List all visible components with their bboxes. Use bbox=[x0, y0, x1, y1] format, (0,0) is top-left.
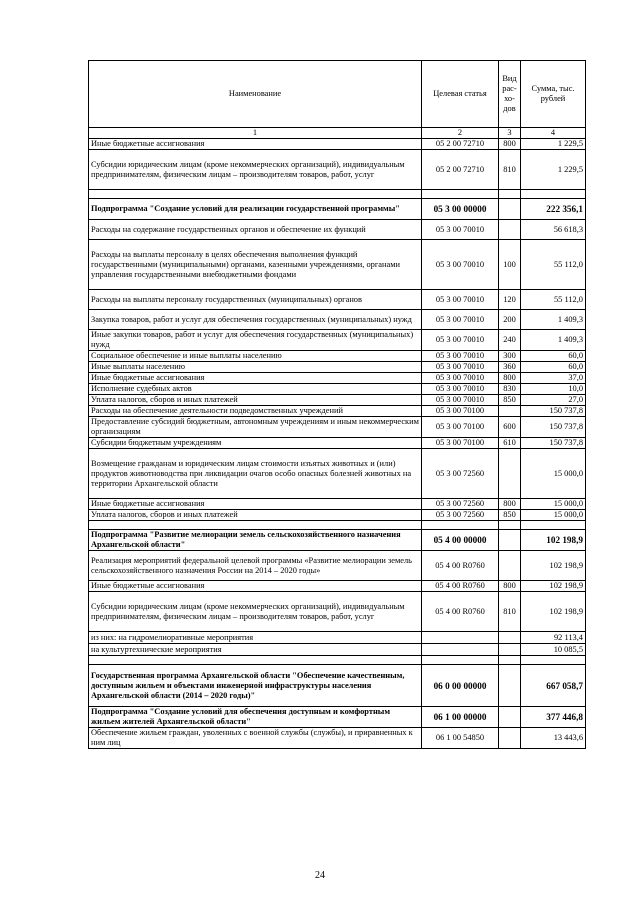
table-row bbox=[89, 530, 586, 551]
column-number: 4 bbox=[521, 128, 586, 139]
row-code: 06 0 00 00000 bbox=[422, 665, 499, 707]
empty-cell bbox=[521, 190, 586, 199]
row-code bbox=[422, 632, 499, 644]
row-sum: 102 198,9 bbox=[521, 581, 586, 592]
row-sum: 60,0 bbox=[521, 362, 586, 373]
row-code: 05 3 00 72560 bbox=[422, 499, 499, 510]
table-row bbox=[89, 150, 586, 190]
row-name: Иные бюджетные ассигнования bbox=[89, 581, 422, 592]
row-sum: 150 737,8 bbox=[521, 417, 586, 438]
row-sum: 55 112,0 bbox=[521, 240, 586, 290]
row-sum: 37,0 bbox=[521, 373, 586, 384]
row-type bbox=[499, 707, 521, 728]
table-row bbox=[89, 551, 586, 581]
row-code: 06 1 00 54850 bbox=[422, 728, 499, 749]
row-code: 05 4 00 R0760 bbox=[422, 592, 499, 632]
table-row bbox=[89, 220, 586, 240]
table-row bbox=[89, 449, 586, 499]
empty-cell bbox=[499, 190, 521, 199]
table-row bbox=[89, 240, 586, 290]
row-name: Предоставление субсидий бюджетным, автономным учреждениям и иным некоммерческим организациям bbox=[89, 417, 422, 438]
row-sum: 222 356,1 bbox=[521, 199, 586, 220]
row-sum: 1 229,5 bbox=[521, 150, 586, 190]
row-code: 05 4 00 00000 bbox=[422, 530, 499, 551]
row-name: на культуртехнические мероприятия bbox=[89, 644, 422, 656]
row-name: Государственная программа Архангельской области "Обеспечение качественным, доступным жильем и объектами инженерной инфраструктуры населения Архангельской области (2014 – 2020 годы)" bbox=[89, 665, 422, 707]
row-type: 600 bbox=[499, 417, 521, 438]
table-row bbox=[89, 417, 586, 438]
row-sum: 1 409,3 bbox=[521, 330, 586, 351]
table-header-row bbox=[89, 61, 586, 128]
row-code bbox=[422, 644, 499, 656]
header-type: Вид рас-хо-дов bbox=[499, 61, 521, 128]
row-name: Уплата налогов, сборов и иных платежей bbox=[89, 510, 422, 521]
row-code: 05 4 00 R0760 bbox=[422, 581, 499, 592]
row-code: 05 3 00 70010 bbox=[422, 384, 499, 395]
row-type bbox=[499, 665, 521, 707]
row-type: 800 bbox=[499, 499, 521, 510]
empty-cell bbox=[89, 190, 422, 199]
row-name: Расходы на обеспечение деятельности подведомственных учреждений bbox=[89, 406, 422, 417]
row-sum: 10 085,5 bbox=[521, 644, 586, 656]
row-sum: 10,0 bbox=[521, 384, 586, 395]
table-row bbox=[89, 373, 586, 384]
table-row bbox=[89, 632, 586, 644]
empty-cell bbox=[422, 656, 499, 665]
row-code: 05 3 00 70010 bbox=[422, 220, 499, 240]
table-row bbox=[89, 362, 586, 373]
empty-cell bbox=[422, 190, 499, 199]
row-type: 610 bbox=[499, 438, 521, 449]
table-row bbox=[89, 707, 586, 728]
empty-cell bbox=[521, 656, 586, 665]
row-code: 05 3 00 70100 bbox=[422, 438, 499, 449]
row-type: 240 bbox=[499, 330, 521, 351]
table-row bbox=[89, 139, 586, 150]
row-name: Иные бюджетные ассигнования bbox=[89, 139, 422, 150]
row-name: Подпрограмма "Развитие мелиорации земель сельскохозяйственного назначения Архангельской области" bbox=[89, 530, 422, 551]
row-sum: 1 229,5 bbox=[521, 139, 586, 150]
table-row bbox=[89, 644, 586, 656]
spacer-row bbox=[89, 190, 586, 199]
row-type bbox=[499, 199, 521, 220]
column-numbers-row bbox=[89, 128, 586, 139]
table-row bbox=[89, 499, 586, 510]
row-type: 100 bbox=[499, 240, 521, 290]
table-row bbox=[89, 592, 586, 632]
row-type: 360 bbox=[499, 362, 521, 373]
empty-cell bbox=[89, 656, 422, 665]
row-type bbox=[499, 644, 521, 656]
row-code: 05 3 00 70010 bbox=[422, 351, 499, 362]
empty-cell bbox=[499, 521, 521, 530]
table-row bbox=[89, 665, 586, 707]
row-code: 05 3 00 70010 bbox=[422, 395, 499, 406]
row-code: 05 3 00 70100 bbox=[422, 406, 499, 417]
column-number: 3 bbox=[499, 128, 521, 139]
row-sum: 92 113,4 bbox=[521, 632, 586, 644]
row-name: Исполнение судебных актов bbox=[89, 384, 422, 395]
row-sum: 60,0 bbox=[521, 351, 586, 362]
row-name: Расходы на выплаты персоналу государственных (муниципальных) органов bbox=[89, 290, 422, 310]
row-type: 850 bbox=[499, 510, 521, 521]
table-row bbox=[89, 290, 586, 310]
row-type: 810 bbox=[499, 150, 521, 190]
row-name: Субсидии юридическим лицам (кроме некоммерческих организаций), индивидуальным предпринимателям, физическим лицам – производителям товаров, работ, услуг bbox=[89, 150, 422, 190]
row-type: 800 bbox=[499, 373, 521, 384]
table-row bbox=[89, 510, 586, 521]
row-code: 05 3 00 70100 bbox=[422, 417, 499, 438]
spacer-row bbox=[89, 521, 586, 530]
row-sum: 15 000,0 bbox=[521, 510, 586, 521]
page-number: 24 bbox=[315, 870, 325, 881]
header-code: Целевая статья bbox=[422, 61, 499, 128]
table-row bbox=[89, 581, 586, 592]
header-name: Наименование bbox=[89, 61, 422, 128]
row-name: Подпрограмма "Создание условий для реализации государственной программы" bbox=[89, 199, 422, 220]
row-sum: 667 058,7 bbox=[521, 665, 586, 707]
row-sum: 102 198,9 bbox=[521, 530, 586, 551]
row-type bbox=[499, 551, 521, 581]
table-body bbox=[89, 139, 586, 749]
row-sum: 27,0 bbox=[521, 395, 586, 406]
table-row bbox=[89, 395, 586, 406]
row-name: Субсидии юридическим лицам (кроме некоммерческих организаций), индивидуальным предпринимателям, физическим лицам – производителям товаров, работ, услуг bbox=[89, 592, 422, 632]
row-code: 05 3 00 70010 bbox=[422, 290, 499, 310]
row-sum: 55 112,0 bbox=[521, 290, 586, 310]
row-type: 800 bbox=[499, 139, 521, 150]
row-sum: 15 000,0 bbox=[521, 449, 586, 499]
row-code: 05 3 00 70010 bbox=[422, 330, 499, 351]
row-name: Иные бюджетные ассигнования bbox=[89, 499, 422, 510]
row-code: 05 3 00 70010 bbox=[422, 373, 499, 384]
row-sum: 13 443,6 bbox=[521, 728, 586, 749]
row-type bbox=[499, 728, 521, 749]
budget-table bbox=[88, 60, 586, 749]
row-name: Иные бюджетные ассигнования bbox=[89, 373, 422, 384]
spacer-row bbox=[89, 656, 586, 665]
row-name: Уплата налогов, сборов и иных платежей bbox=[89, 395, 422, 406]
row-name: Расходы на выплаты персоналу в целях обеспечения выполнения функций государственными (муниципальными) органами, казенными учреждениями, органами управления государственными внебюджетными фондами bbox=[89, 240, 422, 290]
row-code: 05 2 00 72710 bbox=[422, 139, 499, 150]
row-code: 05 3 00 00000 bbox=[422, 199, 499, 220]
row-type bbox=[499, 449, 521, 499]
row-name: Расходы на содержание государственных органов и обеспечение их функций bbox=[89, 220, 422, 240]
row-code: 05 3 00 72560 bbox=[422, 510, 499, 521]
row-name: из них: на гидромелиоративные мероприятия bbox=[89, 632, 422, 644]
row-name: Социальное обеспечение и иные выплаты населению bbox=[89, 351, 422, 362]
row-name: Закупка товаров, работ и услуг для обеспечения государственных (муниципальных) нужд bbox=[89, 310, 422, 330]
row-type: 800 bbox=[499, 581, 521, 592]
row-name: Обеспечение жильем граждан, уволенных с военной службы (службы), и приравненных к ним лиц bbox=[89, 728, 422, 749]
row-sum: 102 198,9 bbox=[521, 551, 586, 581]
row-name: Иные закупки товаров, работ и услуг для обеспечения государственных (муниципальных) нужд bbox=[89, 330, 422, 351]
row-type: 120 bbox=[499, 290, 521, 310]
row-sum: 377 446,8 bbox=[521, 707, 586, 728]
row-name: Реализация мероприятий федеральной целевой программы «Развитие мелиорации земель сельскохозяйственного назначения России на 2014 – 2020 годы» bbox=[89, 551, 422, 581]
row-sum: 1 409,3 bbox=[521, 310, 586, 330]
row-type bbox=[499, 632, 521, 644]
table-row bbox=[89, 728, 586, 749]
row-code: 05 2 00 72710 bbox=[422, 150, 499, 190]
row-code: 05 3 00 70010 bbox=[422, 310, 499, 330]
column-number: 2 bbox=[422, 128, 499, 139]
row-code: 05 3 00 70010 bbox=[422, 240, 499, 290]
row-name: Возмещение гражданам и юридическим лицам стоимости изъятых животных и (или) продуктов животноводства при ликвидации очагов особо опасных болезней животных на территории Архангельской области bbox=[89, 449, 422, 499]
row-sum: 150 737,8 bbox=[521, 406, 586, 417]
empty-cell bbox=[422, 521, 499, 530]
table-row bbox=[89, 351, 586, 362]
table-row bbox=[89, 330, 586, 351]
row-name: Подпрограмма "Создание условий для обеспечения доступным и комфортным жильем жителей Архангельской области" bbox=[89, 707, 422, 728]
empty-cell bbox=[521, 521, 586, 530]
row-type: 300 bbox=[499, 351, 521, 362]
table-row bbox=[89, 438, 586, 449]
row-code: 06 1 00 00000 bbox=[422, 707, 499, 728]
empty-cell bbox=[499, 656, 521, 665]
row-name: Иные выплаты населению bbox=[89, 362, 422, 373]
row-sum: 150 737,8 bbox=[521, 438, 586, 449]
header-sum: Сумма, тыс. рублей bbox=[521, 61, 586, 128]
row-code: 05 3 00 72560 bbox=[422, 449, 499, 499]
row-sum: 102 198,9 bbox=[521, 592, 586, 632]
row-type: 200 bbox=[499, 310, 521, 330]
table-row bbox=[89, 199, 586, 220]
row-name: Субсидии бюджетным учреждениям bbox=[89, 438, 422, 449]
row-type: 810 bbox=[499, 592, 521, 632]
row-type bbox=[499, 530, 521, 551]
row-code: 05 3 00 70010 bbox=[422, 362, 499, 373]
row-type bbox=[499, 406, 521, 417]
row-type: 830 bbox=[499, 384, 521, 395]
table-row bbox=[89, 310, 586, 330]
column-number: 1 bbox=[89, 128, 422, 139]
table-row bbox=[89, 406, 586, 417]
row-sum: 15 000,0 bbox=[521, 499, 586, 510]
row-code: 05 4 00 R0760 bbox=[422, 551, 499, 581]
empty-cell bbox=[89, 521, 422, 530]
row-type bbox=[499, 220, 521, 240]
row-sum: 56 618,3 bbox=[521, 220, 586, 240]
row-type: 850 bbox=[499, 395, 521, 406]
table-row bbox=[89, 384, 586, 395]
